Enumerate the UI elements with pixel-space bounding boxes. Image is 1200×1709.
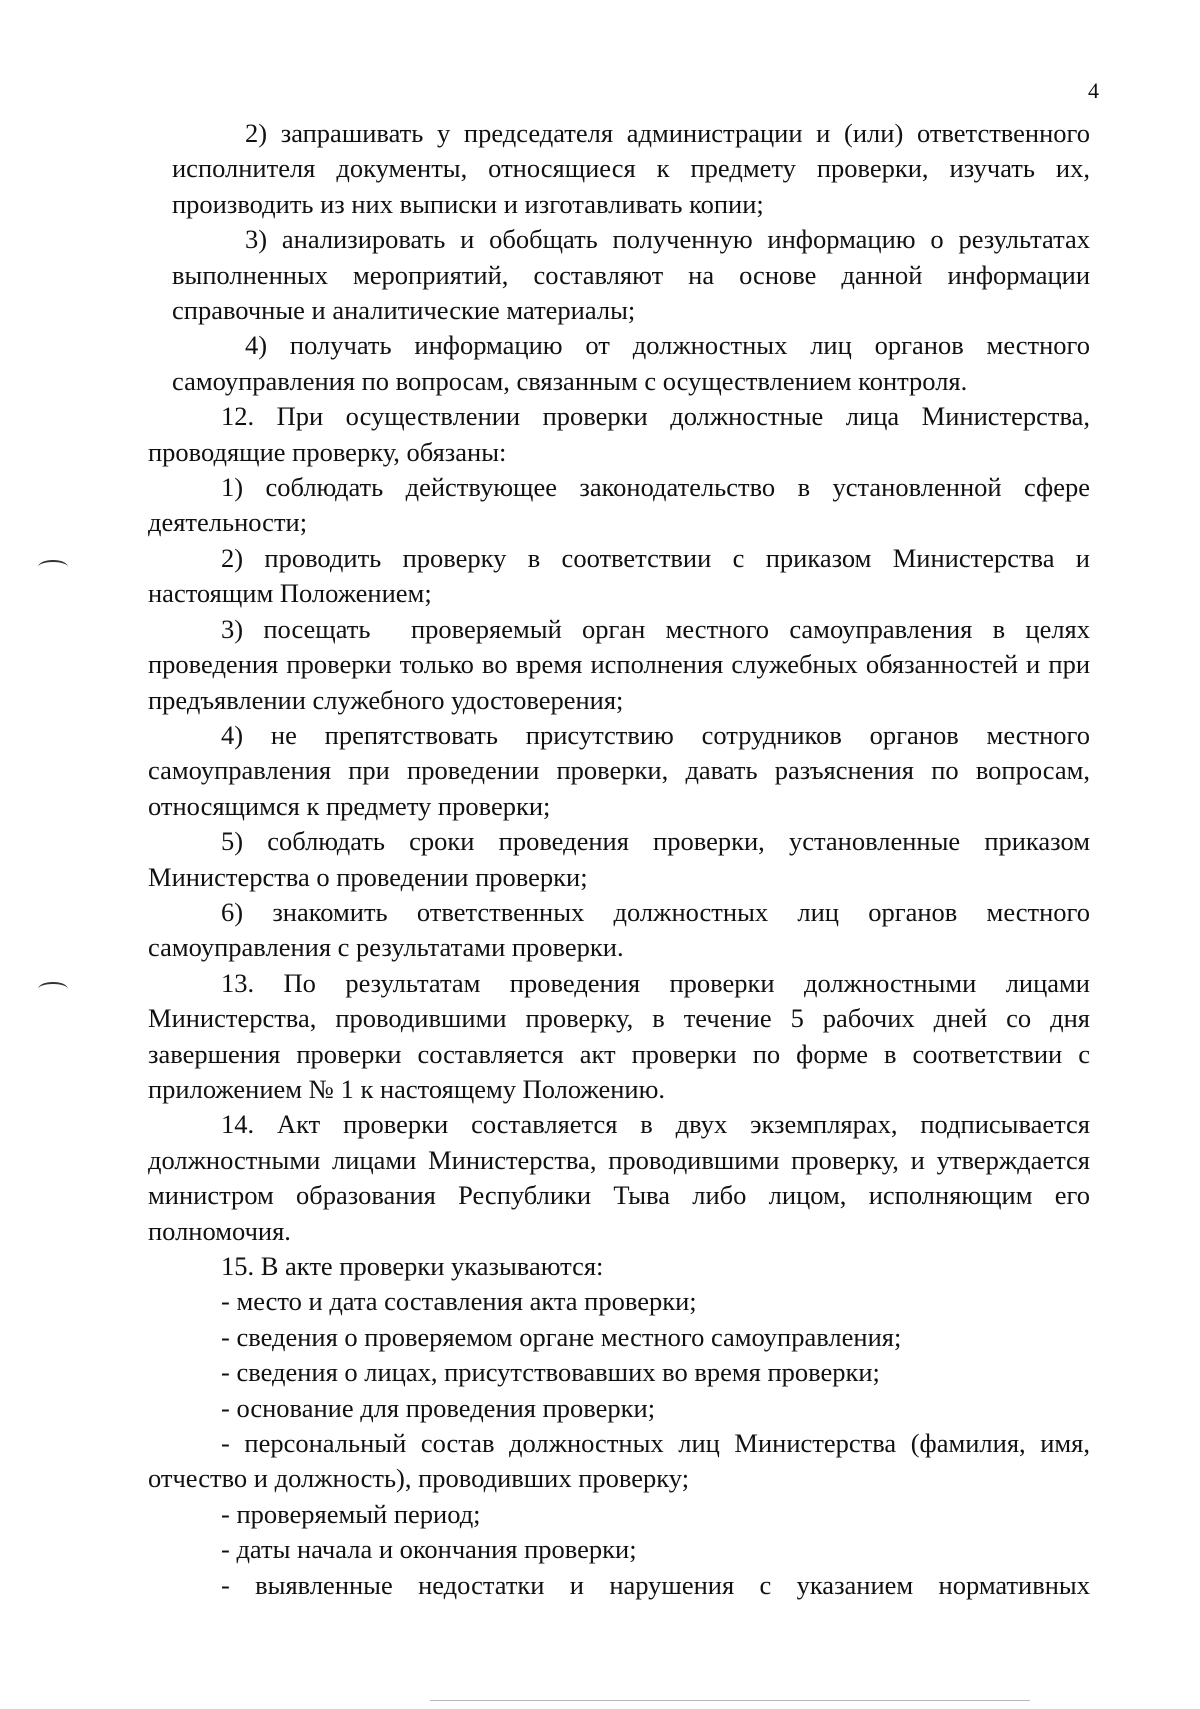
scan-mark: [38, 982, 68, 996]
paragraph-duty-1: 1) соблюдать действующее законодательство в установленной сфере деятельности;: [148, 472, 1090, 538]
paragraph-duty-2: 2) проводить проверку в соответствии с приказом Министерства и настоящим Положением;: [148, 542, 1090, 609]
list-item-act-place-date: - место и дата составления акта проверки;: [221, 1286, 697, 1317]
page-number: 4: [1088, 78, 1099, 103]
paragraph-duty-6: 6) знакомить ответственных должностных лиц органов местного самоуправления с результатами проверки.: [148, 896, 1090, 963]
list-item-act-body-info: - сведения о проверяемом органе местного самоуправления;: [221, 1321, 902, 1352]
paragraph-right-2: 2) запрашивать у председателя администрации и (или) ответственного исполнителя документы, относящиеся к предмету проверки, изучать их, производить из них выписки и изготавливать копии;: [172, 118, 1090, 219]
paragraph-duty-4: 4) не препятствовать присутствию сотрудников органов местного самоуправления при проведении проверки, давать разъяснения по вопросам, относящимся к предмету проверки;: [148, 719, 1090, 821]
paragraph-duty-5: 5) соблюдать сроки проведения проверки, установленные приказом Министерства о проведении проверки;: [148, 826, 1090, 892]
document-body: [148, 116, 1097, 1603]
obligations-and-act-section: [148, 399, 1097, 1603]
scan-edge-line: [430, 1700, 1030, 1701]
list-item-act-basis: - основание для проведения проверки;: [221, 1392, 656, 1423]
paragraph-right-4: 4) получать информацию от должностных лиц органов местного самоуправления по вопросам, связанным с осуществлением контроля.: [172, 330, 1090, 396]
list-item-act-period: - проверяемый период;: [221, 1498, 481, 1529]
paragraph-clause-15: 15. В акте проверки указываются:: [221, 1251, 604, 1281]
rights-list-continued: [160, 116, 1090, 399]
list-item-act-persons-present: - сведения о лицах, присутствовавших во время проверки;: [221, 1357, 880, 1388]
paragraph-duty-3: 3) посещать проверяемый орган местного самоуправления в целях проведения проверки только во время исполнения служебных обязанностей и при предъявлении служебного удостоверения;: [148, 613, 1097, 715]
scan-mark: [38, 560, 68, 574]
paragraph-right-3: 3) анализировать и обобщать полученную информацию о результатах выполненных мероприятий, составляют на основе данной информации справочные и аналитические материалы;: [172, 224, 1090, 326]
paragraph-clause-12: 12. При осуществлении проверки должностные лица Министерства, проводящие проверку, обязаны:: [148, 401, 1090, 467]
paragraph-clause-13: 13. По результатам проведения проверки должностными лицами Министерства, проводившими проверку, в течение 5 рабочих дней со дня завершения проверки составляется акт проверки по форме в соответствии с приложением № 1 к настоящему Положению.: [148, 967, 1090, 1104]
list-item-act-violations: - выявленные недостатки и нарушения с указанием нормативных: [221, 1569, 1090, 1600]
list-item-act-staff: - персональный состав должностных лиц Министерства (фамилия, имя, отчество и должность), проводивших проверку;: [148, 1428, 1090, 1494]
paragraph-clause-14: 14. Акт проверки составляется в двух экземплярах, подписывается должностными лицами Министерства, проводившими проверку, и утверждается министром образования Республики Тыва либо лицом, исполняющим его полномочия.: [148, 1109, 1090, 1246]
list-item-act-dates: - даты начала и окончания проверки;: [221, 1534, 637, 1565]
